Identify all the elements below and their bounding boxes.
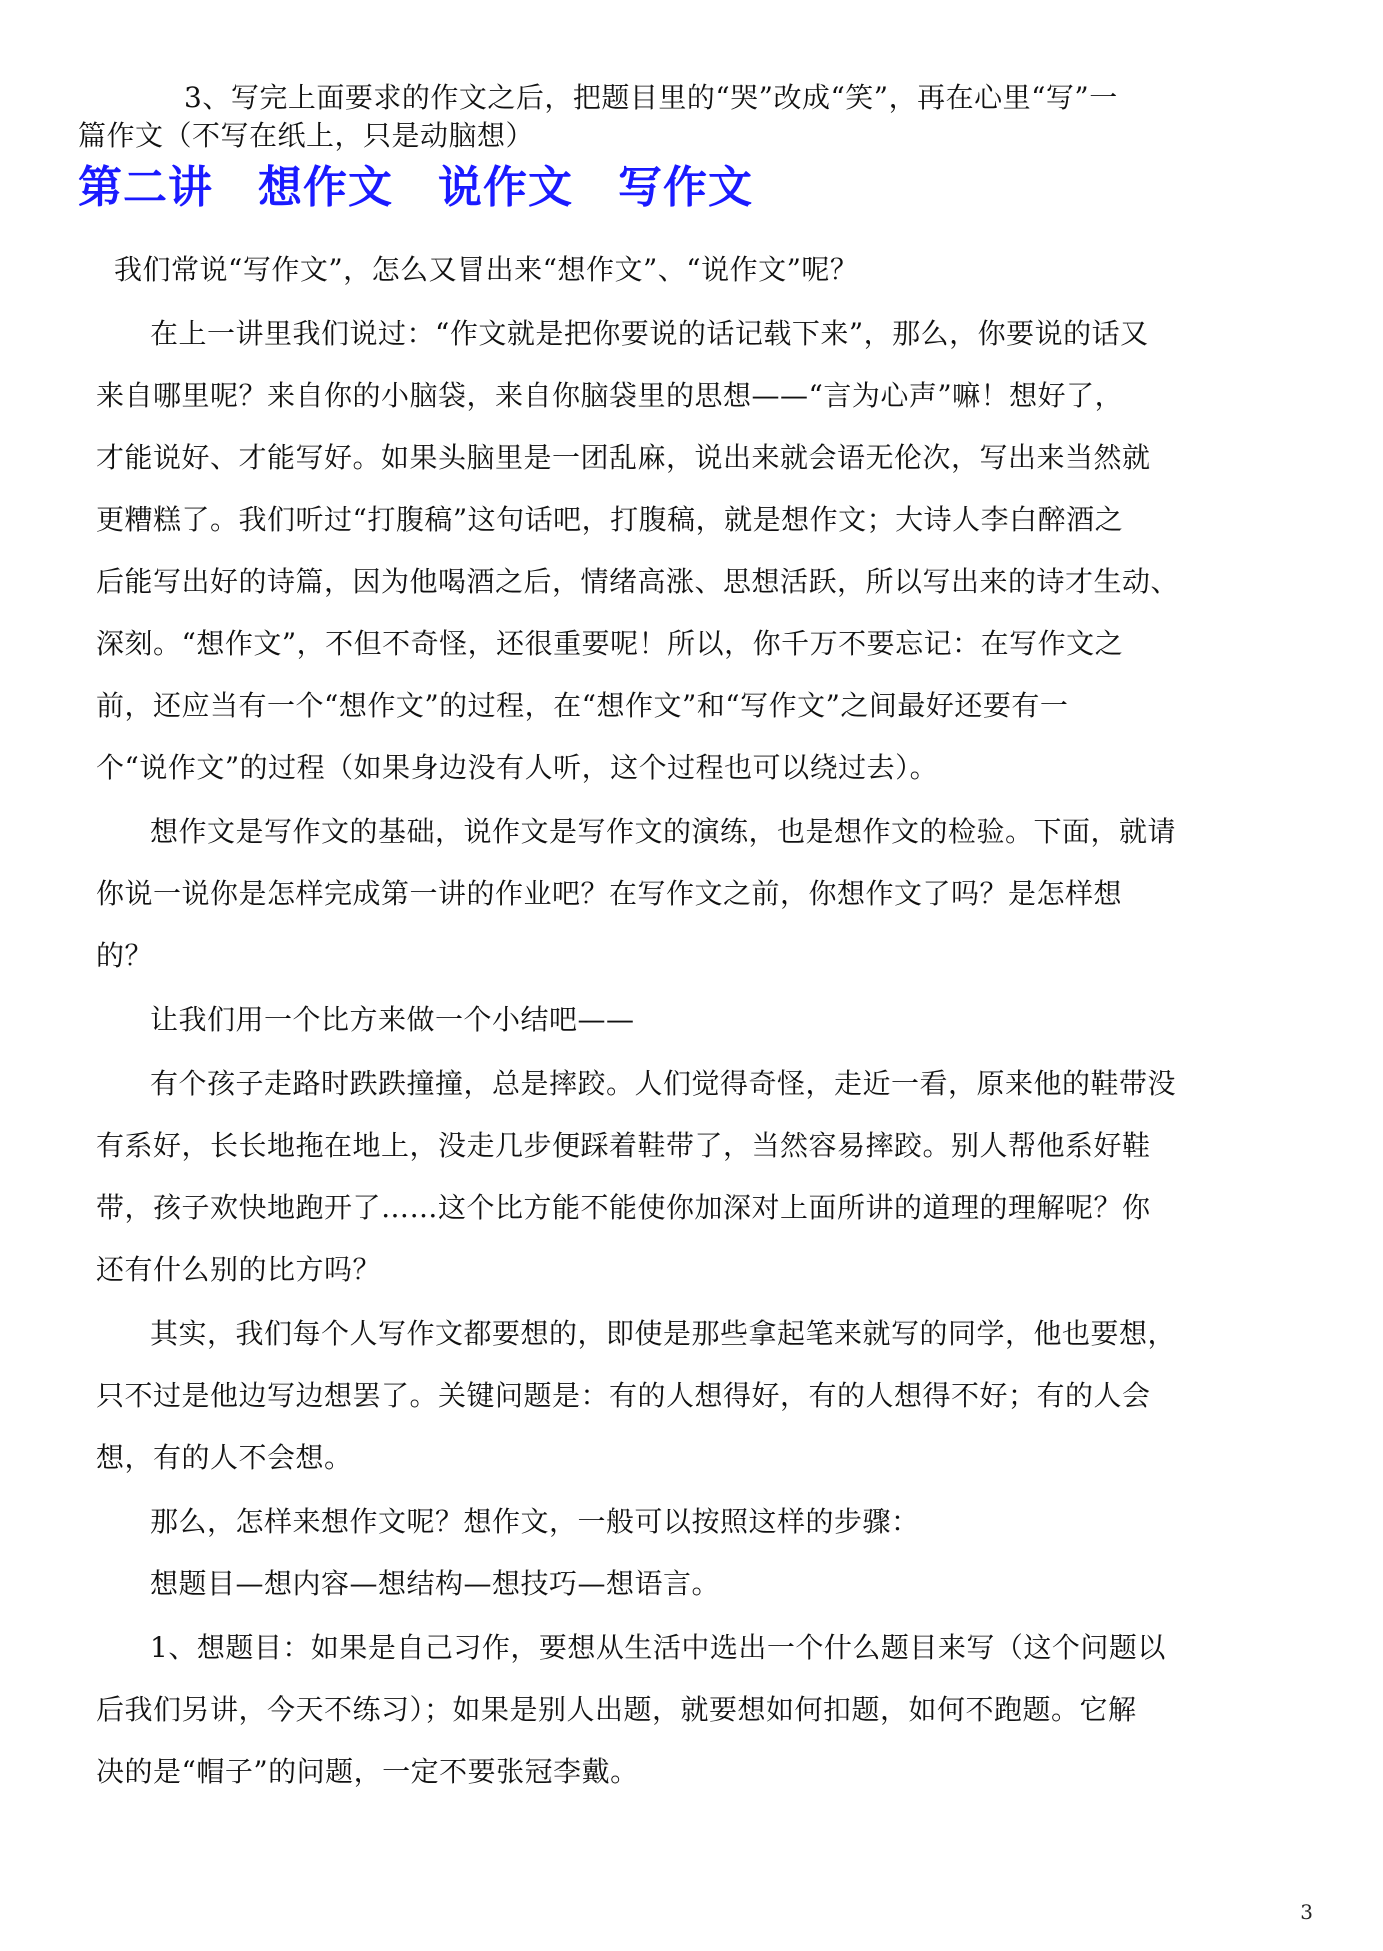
paragraph-2-line-1: 在上一讲里我们说过：“作文就是把你要说的话记载下来”，那么，你要说的话又 bbox=[150, 317, 1149, 350]
paragraph-6-line-3: 想，有的人不会想。 bbox=[96, 1441, 353, 1474]
paragraph-2-line-7: 前，还应当有一个“想作文”的过程，在“想作文”和“写作文”之间最好还要有一 bbox=[96, 689, 1069, 722]
paragraph-5-line-1: 有个孩子走路时跌跌撞撞，总是摔跤。人们觉得奇怪，走近一看，原来他的鞋带没 bbox=[150, 1067, 1177, 1100]
paragraph-9-line-3: 决的是“帽子”的问题，一定不要张冠李戴。 bbox=[96, 1755, 639, 1788]
paragraph-3-line-2: 你说一说你是怎样完成第一讲的作业吧？在写作文之前，你想作文了吗？是怎样想 bbox=[96, 877, 1123, 910]
paragraph-9-line-2: 后我们另讲，今天不练习）；如果是别人出题，就要想如何扣题，如何不跑题。它解 bbox=[96, 1693, 1137, 1726]
paragraph-9-line-1: 1、想题目：如果是自己习作，要想从生活中选出一个什么题目来写（这个问题以 bbox=[150, 1631, 1166, 1664]
paragraph-1-line-1: 我们常说“写作文”，怎么又冒出来“想作文”、“说作文”呢？ bbox=[114, 253, 859, 286]
paragraph-2-line-4: 更糟糕了。我们听过“打腹稿”这句话吧，打腹稿，就是想作文；大诗人李白醉酒之 bbox=[96, 503, 1124, 536]
paragraph-2-line-5: 后能写出好的诗篇，因为他喝酒之后，情绪高涨、思想活跃，所以写出来的诗才生动、 bbox=[96, 565, 1180, 598]
paragraph-2-line-3: 才能说好、才能写好。如果头脑里是一团乱麻，说出来就会语无伦次，写出来当然就 bbox=[96, 441, 1151, 474]
paragraph-8-line-1: 想题目—想内容—想结构—想技巧—想语言。 bbox=[150, 1567, 721, 1600]
paragraph-2-line-8: 个“说作文”的过程（如果身边没有人听，这个过程也可以绕过去）。 bbox=[96, 751, 939, 784]
paragraph-3-line-1: 想作文是写作文的基础，说作文是写作文的演练，也是想作文的检验。下面，就请 bbox=[150, 815, 1177, 848]
paragraph-2-line-2: 来自哪里呢？来自你的小脑袋，来自你脑袋里的思想——“言为心声”嘛！想好了， bbox=[96, 379, 1124, 412]
paragraph-3-line-3: 的？ bbox=[96, 939, 154, 972]
paragraph-4-line-1: 让我们用一个比方来做一个小结吧—— bbox=[150, 1003, 635, 1036]
paragraph-5-line-4: 还有什么别的比方吗？ bbox=[96, 1253, 382, 1286]
paragraph-5-line-2: 有系好，长长地拖在地上，没走几步便踩着鞋带了，当然容易摔跤。别人帮他系好鞋 bbox=[96, 1129, 1151, 1162]
page-number: 3 bbox=[1300, 1900, 1313, 1924]
paragraph-2-line-6: 深刻。“想作文”，不但不奇怪，还很重要呢！所以，你千万不要忘记：在写作文之 bbox=[96, 627, 1124, 660]
section-heading: 第二讲 想作文 说作文 写作文 bbox=[78, 162, 753, 213]
paragraph-5-line-3: 带，孩子欢快地跑开了……这个比方能不能使你加深对上面所讲的道理的理解呢？你 bbox=[96, 1191, 1151, 1224]
paragraph-6-line-1: 其实，我们每个人写作文都要想的，即使是那些拿起笔来就写的同学，他也要想， bbox=[150, 1317, 1177, 1350]
intro-line-1: 3、写完上面要求的作文之后，把题目里的“哭”改成“笑”，再在心里“写”一 bbox=[184, 81, 1118, 114]
paragraph-6-line-2: 只不过是他边写边想罢了。关键问题是：有的人想得好，有的人想得不好；有的人会 bbox=[96, 1379, 1151, 1412]
intro-line-2: 篇作文（不写在纸上，只是动脑想） bbox=[78, 119, 535, 152]
paragraph-7-line-1: 那么，怎样来想作文呢？想作文，一般可以按照这样的步骤： bbox=[150, 1505, 920, 1538]
